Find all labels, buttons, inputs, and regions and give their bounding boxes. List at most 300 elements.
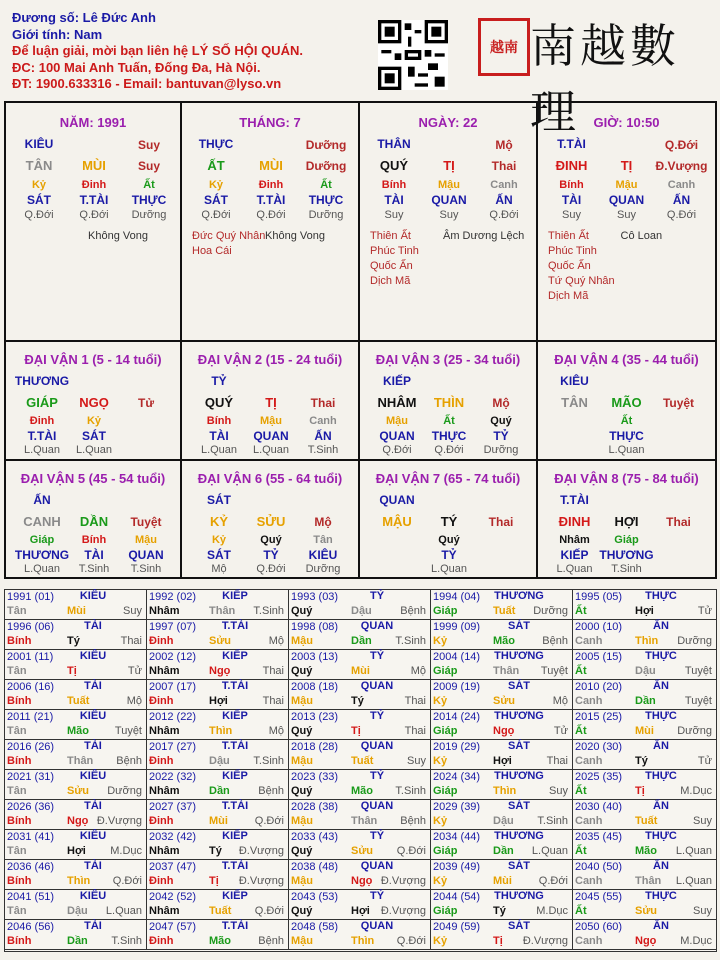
year-cell[interactable] (5, 680, 147, 710)
year-stage: Dưỡng (677, 635, 712, 647)
year-can: Ất (575, 785, 587, 797)
year-thapthan: THƯƠNG (494, 650, 544, 662)
year-chi: Dần (209, 785, 230, 797)
year-thapthan: KIẾP (222, 710, 248, 722)
dai-van-hidden-stage: T.Sinh (130, 563, 162, 575)
year-thapthan: ẤN (653, 860, 669, 872)
year-can: Giáp (433, 905, 458, 917)
year-can: Quý (291, 665, 313, 677)
dai-van-thapthan: SÁT (207, 493, 231, 507)
year-chi: Mão (635, 845, 657, 857)
year-stage: M.Dục (536, 905, 568, 917)
year-can: Nhâm (149, 785, 180, 797)
year-label: 2002 (12) (149, 651, 197, 663)
year-cell[interactable] (573, 860, 716, 890)
hidden-can: Kỷ (208, 179, 224, 191)
year-label: 2050 (60) (575, 921, 623, 933)
year-cell[interactable] (5, 890, 147, 920)
year-label: 2044 (54) (433, 891, 481, 903)
owner-label: Đương số: (12, 10, 80, 25)
year-chi: Tuất (493, 605, 516, 617)
year-label: 1992 (02) (149, 591, 197, 603)
star-left: Đức Quý Nhân (192, 230, 266, 242)
year-stage: Bệnh (400, 815, 426, 827)
year-label: 2009 (19) (433, 681, 481, 693)
year-chi: Mão (67, 725, 89, 737)
year-can: Bính (7, 755, 32, 767)
year-cell[interactable] (431, 740, 573, 770)
year-cell[interactable] (147, 920, 289, 950)
year-can: Tân (7, 605, 27, 617)
dai-van-stage: Tuyệt (662, 396, 695, 410)
year-can: Ất (575, 845, 587, 857)
year-cell[interactable] (147, 770, 289, 800)
year-thapthan: TỶ (369, 890, 385, 902)
year-cell[interactable] (147, 860, 289, 890)
year-cell[interactable] (431, 590, 573, 620)
year-label: 2033 (43) (291, 831, 339, 843)
year-stage: Tử (697, 755, 712, 767)
year-thapthan: KIẾP (222, 890, 248, 902)
year-cell[interactable] (289, 590, 431, 620)
dai-van-hidden-can: Quý (490, 415, 512, 427)
year-cell[interactable] (573, 590, 716, 620)
year-chi: Mùi (209, 815, 228, 827)
year-cell[interactable] (147, 800, 289, 830)
dai-van-hidden-stage: L.Quan (23, 444, 61, 456)
year-cell[interactable] (431, 770, 573, 800)
year-thapthan: T.TÀI (221, 680, 249, 692)
dai-van-chi: THÌN (433, 395, 465, 410)
year-can: Đinh (149, 935, 174, 947)
hidden-thapthan: TÀI (561, 193, 582, 207)
pillar-chi: MÙI (82, 158, 106, 173)
dai-van-hidden-thapthan: QUAN (128, 548, 164, 562)
year-stage: T.Sinh (537, 815, 568, 827)
dai-van-hidden-can: Quý (260, 534, 282, 546)
year-thapthan: ẤN (653, 620, 669, 632)
dai-van-hidden-thapthan: QUAN (379, 429, 415, 443)
dai-van-thapthan: TỶ (211, 374, 227, 388)
year-cell[interactable] (289, 830, 431, 860)
hidden-stage: Dưỡng (308, 209, 344, 221)
year-chi: Tý (493, 905, 506, 917)
year-thapthan: T.TÀI (221, 740, 249, 752)
year-thapthan: ẤN (653, 800, 669, 812)
year-cell[interactable] (5, 920, 147, 950)
year-cell[interactable] (5, 710, 147, 740)
year-can: Canh (575, 755, 603, 767)
year-label: 1991 (01) (7, 591, 55, 603)
dai-van-hidden-thapthan: TỶ (263, 548, 279, 562)
year-chi: Sửu (635, 905, 658, 917)
star-left: Thiên Ất (548, 230, 589, 242)
year-cell[interactable] (573, 740, 716, 770)
year-label: 2042 (52) (149, 891, 197, 903)
pillar-title: NĂM: 1991 (59, 115, 127, 130)
star-left: Phúc Tinh (370, 245, 419, 257)
year-stage: Tử (127, 665, 142, 677)
year-stage: Mộ (268, 725, 284, 737)
dai-van-hidden-can: Giáp (614, 534, 639, 546)
year-cell[interactable] (431, 800, 573, 830)
year-chi: Ngọ (635, 935, 657, 947)
year-cell[interactable] (289, 680, 431, 710)
year-chi: Thân (209, 605, 236, 617)
year-cell[interactable] (573, 650, 716, 680)
pillar-chi-stage: Thai (491, 159, 517, 173)
star-right: Không Vong (88, 230, 148, 242)
pillar-thapthan: THÂN (377, 137, 411, 151)
dai-van-hidden-thapthan: THƯƠNG (14, 548, 70, 562)
year-cell[interactable] (431, 920, 573, 950)
year-can: Tân (7, 785, 27, 797)
year-cell[interactable] (431, 680, 573, 710)
contact-line-2: ĐC: 100 Mai Anh Tuấn, Đống Đa, Hà Nội. (12, 59, 261, 75)
year-label: 2029 (39) (433, 801, 481, 813)
star-left: Phúc Tinh (548, 245, 597, 257)
pillar-2[interactable] (360, 103, 538, 342)
year-stage: Mộ (552, 695, 568, 707)
year-cell[interactable] (289, 620, 431, 650)
year-chi: Thìn (635, 635, 659, 647)
year-stage: Tử (697, 605, 712, 617)
contact-line-3: ĐT: 1900.633316 - Email: bantuvan@lyso.vn (12, 76, 282, 91)
year-cell[interactable] (5, 590, 147, 620)
year-chi: Mão (351, 785, 373, 797)
hidden-stage: Q.Đới (79, 209, 109, 221)
contact-line-1: Để luận giải, mời bạn liên hệ LÝ SỐ HỘI QUÁN. (12, 43, 303, 58)
hidden-can: Mậu (438, 179, 460, 191)
dai-van-chi: MÃO (611, 395, 642, 410)
year-cell[interactable] (5, 830, 147, 860)
year-label: 2040 (50) (575, 861, 623, 873)
year-can: Mậu (291, 695, 313, 707)
dai-van-title: ĐẠI VẬN 2 (15 - 24 tuổi) (197, 352, 343, 367)
year-stage: L.Quan (105, 905, 142, 917)
year-can: Ất (575, 605, 587, 617)
year-cell[interactable] (289, 650, 431, 680)
year-thapthan: T.TÀI (221, 620, 249, 632)
dai-van-can: QUÝ (204, 395, 234, 410)
dai-van-thapthan: KIÊU (560, 374, 589, 388)
owner-name: Lê Đức Anh (82, 10, 156, 25)
year-chi: Thân (493, 665, 520, 677)
year-thapthan: KIÊU (79, 710, 107, 722)
dai-van-title: ĐẠI VẬN 7 (65 - 74 tuổi) (375, 471, 521, 486)
year-cell[interactable] (431, 860, 573, 890)
year-cell[interactable] (289, 860, 431, 890)
year-cell[interactable] (431, 650, 573, 680)
year-thapthan: QUAN (360, 620, 394, 632)
year-stage: Đ.Vượng (238, 875, 284, 887)
year-can: Mậu (291, 815, 313, 827)
year-can: Quý (291, 785, 313, 797)
year-can: Giáp (433, 785, 458, 797)
year-thapthan: KIẾP (222, 770, 248, 782)
pillar-0[interactable] (6, 103, 182, 342)
year-label: 2006 (16) (7, 681, 55, 693)
year-chi: Mùi (67, 605, 86, 617)
dai-van-title: ĐẠI VẬN 1 (5 - 14 tuổi) (24, 352, 162, 367)
year-stage: Thai (262, 695, 284, 707)
dai-van-can: CANH (23, 514, 61, 529)
year-can: Nhâm (149, 665, 180, 677)
year-cell[interactable] (573, 770, 716, 800)
dai-van-hidden-stage: Q.Đới (256, 563, 286, 575)
year-cell[interactable] (573, 890, 716, 920)
star-left: Dịch Mã (548, 290, 589, 302)
dai-van-hidden-thapthan: THƯƠNG (599, 548, 654, 562)
year-chi: Dậu (67, 905, 88, 917)
year-chi: Tý (635, 755, 648, 767)
year-cell[interactable] (147, 830, 289, 860)
year-cell[interactable] (431, 710, 573, 740)
year-cell[interactable] (5, 800, 147, 830)
dai-van-hidden-can: Canh (309, 415, 337, 427)
year-stage: Đ.Vượng (238, 845, 284, 857)
year-stage: Bệnh (116, 755, 142, 767)
year-can: Kỷ (433, 635, 448, 647)
year-stage: T.Sinh (395, 635, 426, 647)
hidden-stage: Q.Đới (201, 209, 231, 221)
dai-van-title: ĐẠI VẬN 3 (25 - 34 tuổi) (375, 352, 521, 367)
year-can: Mậu (291, 875, 313, 887)
year-cell[interactable] (147, 890, 289, 920)
year-can: Bính (7, 695, 32, 707)
hidden-can: Bính (381, 179, 407, 191)
dai-van-stage: Thai (310, 396, 336, 410)
hidden-thapthan: TÀI (384, 193, 404, 207)
year-thapthan: KIÊU (79, 830, 107, 842)
year-thapthan: THƯƠNG (494, 710, 544, 722)
year-cell[interactable] (147, 740, 289, 770)
year-thapthan: THƯƠNG (494, 890, 544, 902)
gender-value: Nam (73, 26, 103, 42)
hidden-stage: Q.Đới (256, 209, 286, 221)
hidden-can: Kỷ (31, 179, 47, 191)
year-cell[interactable] (573, 800, 716, 830)
pillar-title: NGÀY: 22 (418, 115, 478, 130)
year-thapthan: QUAN (360, 740, 394, 752)
year-thapthan: TÀI (84, 680, 102, 692)
year-can: Kỷ (433, 755, 448, 767)
year-cell[interactable] (147, 680, 289, 710)
year-cell[interactable] (289, 920, 431, 950)
dai-van-8[interactable] (538, 459, 715, 578)
year-thapthan: SÁT (508, 800, 530, 812)
year-thapthan: THƯƠNG (494, 590, 544, 602)
dai-van-hidden-stage: Dưỡng (483, 444, 519, 456)
year-cell[interactable] (5, 650, 147, 680)
year-can: Nhâm (149, 725, 180, 737)
year-cell[interactable] (431, 890, 573, 920)
year-can: Kỷ (433, 815, 448, 827)
year-label: 2049 (59) (433, 921, 481, 933)
year-stage: Tuyệt (684, 665, 712, 677)
star-left: Tứ Quý Nhân (548, 275, 615, 287)
hidden-can: Mậu (615, 179, 638, 191)
dai-van-hidden-thapthan: SÁT (82, 429, 106, 443)
dai-van-hidden-thapthan: THỰC (431, 429, 467, 443)
year-stage: Q.Đới (396, 935, 426, 947)
year-label: 1994 (04) (433, 591, 481, 603)
year-stage: Bệnh (542, 635, 568, 647)
dai-van-2[interactable] (182, 340, 360, 459)
year-label: 2048 (58) (291, 921, 339, 933)
year-chi: Tý (209, 845, 222, 857)
dai-van-hidden-stage: L.Quan (200, 444, 238, 456)
year-stage: M.Dục (680, 935, 712, 947)
year-label: 2022 (32) (149, 771, 197, 783)
year-chi: Hợi (493, 755, 512, 767)
year-thapthan: KIÊU (79, 590, 107, 602)
dai-van-hidden-stage: T.Sinh (611, 563, 642, 575)
pillar-stage: Dưỡng (305, 138, 347, 152)
year-stage: Q.Đới (112, 875, 142, 887)
year-stage: Đ.Vượng (96, 815, 142, 827)
dai-van-hidden-stage: T.Sinh (78, 563, 110, 575)
hidden-thapthan: SÁT (204, 193, 228, 207)
year-cell[interactable] (289, 800, 431, 830)
dai-van-4[interactable] (538, 340, 715, 459)
year-can: Canh (575, 815, 603, 827)
year-chi: Ngọ (209, 665, 231, 677)
year-can: Quý (291, 605, 313, 617)
year-can: Mậu (291, 755, 313, 767)
year-cell[interactable] (147, 590, 289, 620)
dai-van-hidden-can: Mậu (386, 415, 408, 427)
year-label: 2041 (51) (7, 891, 55, 903)
red-seal-logo: 越南 (478, 18, 530, 76)
pillar-can: ĐINH (555, 158, 588, 173)
pillar-can: ẤT (207, 158, 225, 173)
year-cell[interactable] (573, 710, 716, 740)
year-thapthan: T.TÀI (221, 860, 249, 872)
year-can: Nhâm (149, 905, 180, 917)
dai-van-3[interactable] (360, 340, 538, 459)
dai-van-title: ĐẠI VẬN 4 (35 - 44 tuổi) (554, 352, 699, 367)
dai-van-hidden-thapthan: TỶ (493, 429, 509, 443)
year-thapthan: SÁT (508, 680, 530, 692)
dai-van-hidden-stage: L.Quan (23, 563, 61, 575)
year-can: Đinh (149, 635, 174, 647)
hidden-thapthan: QUAN (608, 193, 645, 207)
year-cell[interactable] (147, 650, 289, 680)
year-thapthan: THỰC (645, 710, 677, 722)
dai-van-hidden-can: Kỷ (86, 415, 102, 427)
dai-van-thapthan: KIẾP (382, 374, 412, 388)
pillar-title: THÁNG: 7 (239, 115, 301, 130)
year-stage: Suy (693, 815, 712, 827)
year-cell[interactable] (289, 770, 431, 800)
dai-van-5[interactable] (6, 459, 182, 578)
year-can: Canh (575, 635, 603, 647)
qr-code-icon[interactable] (378, 20, 448, 90)
year-cell[interactable] (573, 680, 716, 710)
dai-van-6[interactable] (182, 459, 360, 578)
year-stage: Q.Đới (254, 905, 284, 917)
year-cell[interactable] (573, 920, 716, 950)
year-cell[interactable] (5, 860, 147, 890)
year-cell[interactable] (289, 890, 431, 920)
dai-van-hidden-thapthan: TÀI (209, 429, 229, 443)
dai-van-can: TÂN (561, 395, 588, 410)
year-label: 2027 (37) (149, 801, 197, 813)
year-chi: Dậu (635, 665, 656, 677)
dai-van-stage: Mộ (492, 396, 510, 410)
dai-van-hidden-can: Mậu (135, 534, 157, 546)
dai-van-7[interactable] (360, 459, 538, 578)
year-chi: Mùi (493, 875, 512, 887)
year-cell[interactable] (5, 770, 147, 800)
dai-van-hidden-stage: T.Sinh (307, 444, 339, 456)
year-cell[interactable] (5, 620, 147, 650)
star-left: Quốc Ấn (370, 260, 413, 272)
year-label: 2012 (22) (149, 711, 197, 723)
dai-van-hidden-thapthan: ẤN (314, 429, 332, 443)
dai-van-stage: Mộ (314, 515, 332, 529)
year-thapthan: KIẾP (222, 650, 248, 662)
year-label: 2011 (21) (7, 711, 54, 723)
star-right: Không Vong (265, 230, 325, 242)
brand-title: 南越數理 (530, 19, 680, 139)
dai-van-hidden-stage: L.Quan (556, 563, 593, 575)
dai-van-hidden-can: Kỷ (211, 534, 227, 546)
dai-van-1[interactable] (6, 340, 182, 459)
year-label: 2037 (47) (149, 861, 197, 873)
year-stage: Mộ (126, 695, 142, 707)
year-cell[interactable] (289, 710, 431, 740)
hidden-thapthan: THỰC (131, 193, 167, 207)
star-right: Âm Dương Lệch (443, 230, 525, 242)
year-stage: Dưỡng (107, 785, 142, 797)
dai-van-hidden-can: Nhâm (559, 534, 590, 546)
year-thapthan: TỶ (369, 590, 385, 602)
hidden-can: Bính (559, 179, 584, 191)
year-thapthan: THỰC (645, 650, 677, 662)
year-can: Đinh (149, 875, 174, 887)
hidden-thapthan: SÁT (27, 193, 51, 207)
year-cell[interactable] (573, 830, 716, 860)
year-cell[interactable] (5, 740, 147, 770)
gender-label: Giới tính: (12, 26, 71, 42)
year-thapthan: THỰC (645, 830, 677, 842)
year-cell[interactable] (573, 620, 716, 650)
year-can: Bính (7, 815, 32, 827)
year-stage: Tuyệt (540, 665, 568, 677)
pillar-1[interactable] (182, 103, 360, 342)
dai-van-can: GIÁP (26, 395, 58, 410)
dai-van-thapthan: THƯƠNG (14, 374, 70, 388)
year-can: Canh (575, 935, 603, 947)
year-stage: Thai (120, 635, 142, 647)
pillar-3[interactable] (538, 103, 715, 342)
year-cell[interactable] (289, 740, 431, 770)
year-chi: Thìn (209, 725, 233, 737)
year-can: Kỷ (433, 875, 448, 887)
year-cell[interactable] (431, 830, 573, 860)
year-cell[interactable] (147, 710, 289, 740)
hidden-thapthan: THỰC (308, 193, 344, 207)
dai-van-hidden-stage: L.Quan (75, 444, 113, 456)
year-can: Tân (7, 665, 27, 677)
year-cell[interactable] (431, 620, 573, 650)
pillar-thapthan: T.TÀI (557, 137, 586, 151)
dai-van-hidden-thapthan: TỶ (441, 548, 457, 562)
year-stage: M.Dục (110, 845, 142, 857)
year-cell[interactable] (147, 620, 289, 650)
